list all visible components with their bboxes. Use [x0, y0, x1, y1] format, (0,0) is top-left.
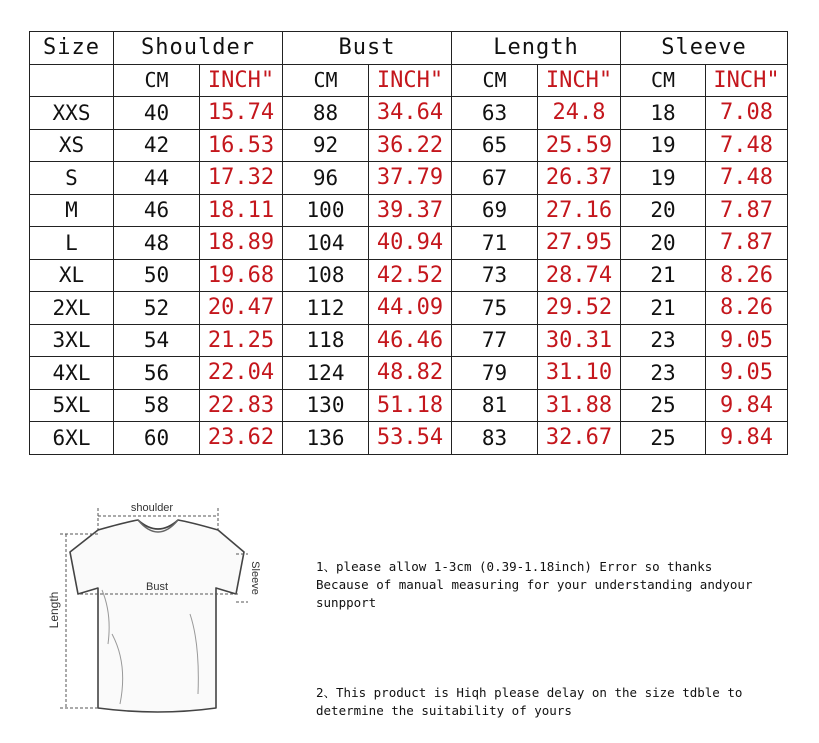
unit-blank-cell — [30, 64, 114, 97]
sleeve-label: Sleeve — [249, 561, 261, 595]
length-inch-cell: 28.74 — [538, 259, 621, 292]
shoulder-cm-cell: 58 — [114, 389, 200, 422]
size-cell: 3XL — [30, 324, 114, 357]
shoulder-inch-cell: 21.25 — [200, 324, 283, 357]
bust-cm-cell: 100 — [283, 194, 369, 227]
sleeve-cm-cell: 18 — [621, 97, 706, 130]
table-row — [30, 129, 788, 162]
shoulder-cm-cell: 56 — [114, 357, 200, 390]
length-inch-cell: 29.52 — [538, 292, 621, 325]
sleeve-inch-cell: 7.48 — [706, 129, 788, 162]
bust-cm-cell: 104 — [283, 227, 369, 260]
shoulder-inch-unit: INCH" — [200, 64, 283, 97]
length-cm-cell: 73 — [452, 259, 538, 292]
shoulder-inch-cell: 20.47 — [200, 292, 283, 325]
bust-inch-cell: 51.18 — [369, 389, 452, 422]
bust-inch-cell: 44.09 — [369, 292, 452, 325]
length-cm-unit: CM — [452, 64, 538, 97]
sleeve-inch-cell: 7.08 — [706, 97, 788, 130]
length-cm-cell: 83 — [452, 422, 538, 455]
size-cell: 4XL — [30, 357, 114, 390]
length-cm-cell: 67 — [452, 162, 538, 195]
sleeve-header: Sleeve — [621, 32, 788, 65]
size-cell: 5XL — [30, 389, 114, 422]
shoulder-inch-cell: 15.74 — [200, 97, 283, 130]
size-cell: L — [30, 227, 114, 260]
sleeve-cm-cell: 21 — [621, 259, 706, 292]
shoulder-inch-cell: 16.53 — [200, 129, 283, 162]
sleeve-inch-cell: 7.87 — [706, 227, 788, 260]
note1-line3: sunpport — [316, 595, 377, 610]
bust-inch-cell: 46.46 — [369, 324, 452, 357]
size-chart-table — [29, 31, 788, 455]
shoulder-inch-cell: 19.68 — [200, 259, 283, 292]
size-rows — [30, 97, 788, 455]
shoulder-cm-cell: 42 — [114, 129, 200, 162]
bust-cm-cell: 88 — [283, 97, 369, 130]
length-inch-cell: 27.95 — [538, 227, 621, 260]
table-row — [30, 259, 788, 292]
bust-cm-cell: 118 — [283, 324, 369, 357]
size-cell: XXS — [30, 97, 114, 130]
length-inch-cell: 25.59 — [538, 129, 621, 162]
shoulder-cm-cell: 46 — [114, 194, 200, 227]
bust-inch-cell: 37.79 — [369, 162, 452, 195]
length-inch-cell: 26.37 — [538, 162, 621, 195]
note-error-tolerance — [316, 558, 796, 612]
table-row — [30, 292, 788, 325]
bust-inch-cell: 36.22 — [369, 129, 452, 162]
shoulder-cm-cell: 54 — [114, 324, 200, 357]
sleeve-cm-cell: 21 — [621, 292, 706, 325]
sleeve-cm-unit: CM — [621, 64, 706, 97]
bust-label: Bust — [145, 581, 169, 593]
shoulder-inch-cell: 22.83 — [200, 389, 283, 422]
shoulder-label: shoulder — [130, 502, 174, 514]
length-cm-cell: 69 — [452, 194, 538, 227]
shoulder-cm-cell: 60 — [114, 422, 200, 455]
size-cell: M — [30, 194, 114, 227]
bust-inch-cell: 48.82 — [369, 357, 452, 390]
sleeve-inch-cell: 7.87 — [706, 194, 788, 227]
bust-cm-cell: 96 — [283, 162, 369, 195]
bust-cm-cell: 108 — [283, 259, 369, 292]
shoulder-cm-cell: 44 — [114, 162, 200, 195]
table-row — [30, 162, 788, 195]
length-inch-cell: 24.8 — [538, 97, 621, 130]
shoulder-cm-cell: 52 — [114, 292, 200, 325]
sleeve-inch-cell: 7.48 — [706, 162, 788, 195]
sleeve-cm-cell: 25 — [621, 389, 706, 422]
length-cm-cell: 79 — [452, 357, 538, 390]
shoulder-cm-unit: CM — [114, 64, 200, 97]
bust-cm-cell: 124 — [283, 357, 369, 390]
table-row — [30, 97, 788, 130]
sleeve-inch-unit: INCH" — [706, 64, 788, 97]
sleeve-inch-cell: 9.84 — [706, 389, 788, 422]
bust-inch-cell: 39.37 — [369, 194, 452, 227]
sleeve-inch-cell: 8.26 — [706, 259, 788, 292]
shoulder-cm-cell: 48 — [114, 227, 200, 260]
size-cell: XL — [30, 259, 114, 292]
table-row — [30, 422, 788, 455]
table-row — [30, 324, 788, 357]
unit-row — [30, 64, 788, 97]
table-row — [30, 194, 788, 227]
size-cell: S — [30, 162, 114, 195]
sleeve-inch-cell: 8.26 — [706, 292, 788, 325]
length-cm-cell: 65 — [452, 129, 538, 162]
shoulder-inch-cell: 23.62 — [200, 422, 283, 455]
sleeve-inch-cell: 9.05 — [706, 324, 788, 357]
bust-inch-cell: 40.94 — [369, 227, 452, 260]
table-row — [30, 227, 788, 260]
table-row — [30, 357, 788, 390]
sleeve-inch-cell: 9.84 — [706, 422, 788, 455]
bust-cm-cell: 130 — [283, 389, 369, 422]
shoulder-inch-cell: 18.89 — [200, 227, 283, 260]
shoulder-header: Shoulder — [114, 32, 283, 65]
length-inch-cell: 31.88 — [538, 389, 621, 422]
header-row — [30, 32, 788, 65]
note2-line1: 2、This product is Hiqh please delay on the size tdble to — [316, 685, 743, 700]
bust-cm-unit: CM — [283, 64, 369, 97]
sleeve-cm-cell: 20 — [621, 194, 706, 227]
length-label: Length — [47, 591, 61, 629]
bust-cm-cell: 112 — [283, 292, 369, 325]
length-inch-cell: 30.31 — [538, 324, 621, 357]
size-cell: 6XL — [30, 422, 114, 455]
note1-line2: Because of manual measuring for your understanding andyour — [316, 577, 753, 592]
length-inch-cell: 31.10 — [538, 357, 621, 390]
bust-cm-cell: 136 — [283, 422, 369, 455]
bust-inch-cell: 42.52 — [369, 259, 452, 292]
bust-cm-cell: 92 — [283, 129, 369, 162]
bust-header: Bust — [283, 32, 452, 65]
length-inch-cell: 32.67 — [538, 422, 621, 455]
sleeve-cm-cell: 19 — [621, 129, 706, 162]
note1-line1: 1、please allow 1-3cm (0.39-1.18inch) Error so thanks — [316, 559, 713, 574]
shoulder-inch-cell: 22.04 — [200, 357, 283, 390]
note2-line2: determine the suitability of yours — [316, 703, 572, 718]
size-cell: 2XL — [30, 292, 114, 325]
length-inch-unit: INCH" — [538, 64, 621, 97]
size-header: Size — [30, 32, 114, 65]
tshirt-outline — [70, 520, 244, 712]
size-cell: XS — [30, 129, 114, 162]
shoulder-inch-cell: 17.32 — [200, 162, 283, 195]
shoulder-inch-cell: 18.11 — [200, 194, 283, 227]
length-cm-cell: 75 — [452, 292, 538, 325]
sleeve-inch-cell: 9.05 — [706, 357, 788, 390]
sleeve-cm-cell: 25 — [621, 422, 706, 455]
length-header: Length — [452, 32, 621, 65]
sleeve-cm-cell: 23 — [621, 357, 706, 390]
sleeve-cm-cell: 23 — [621, 324, 706, 357]
sleeve-cm-cell: 19 — [621, 162, 706, 195]
sleeve-cm-cell: 20 — [621, 227, 706, 260]
length-cm-cell: 71 — [452, 227, 538, 260]
shoulder-cm-cell: 50 — [114, 259, 200, 292]
length-cm-cell: 63 — [452, 97, 538, 130]
tshirt-measurement-diagram — [40, 494, 272, 726]
note-size-table — [316, 684, 796, 720]
shoulder-cm-cell: 40 — [114, 97, 200, 130]
table-row — [30, 389, 788, 422]
bust-inch-cell: 53.54 — [369, 422, 452, 455]
length-cm-cell: 81 — [452, 389, 538, 422]
bust-inch-cell: 34.64 — [369, 97, 452, 130]
length-inch-cell: 27.16 — [538, 194, 621, 227]
bust-inch-unit: INCH" — [369, 64, 452, 97]
length-cm-cell: 77 — [452, 324, 538, 357]
